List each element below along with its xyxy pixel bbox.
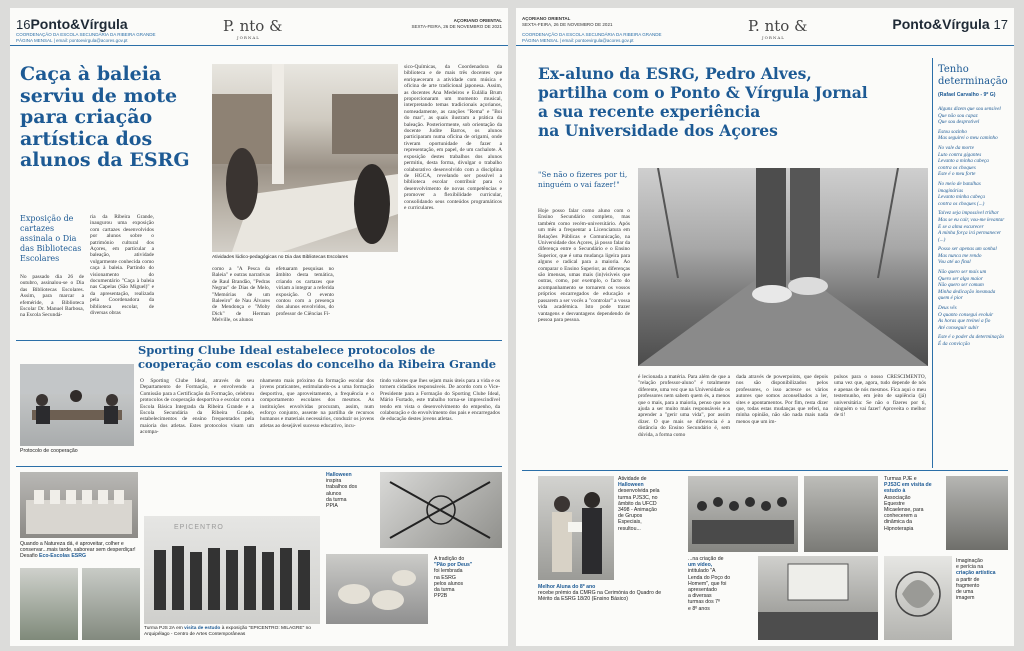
protocol-caption: Protocolo de cooperação	[20, 448, 78, 454]
headline-line: partilha com o Ponto & Vírgula Jornal	[538, 83, 868, 102]
halloween-art-photo	[380, 472, 502, 548]
video-screening-photo	[758, 556, 878, 640]
article-column: No passado dia 26 de outubro, assinalou-se o Dia das Bibliotecas Escolares. Assim, para marcar a efeméride, a Biblioteca Escolar Dr. Manuel Barbosa, na Escola Secundá-	[20, 274, 84, 319]
screening-drawing	[758, 556, 878, 640]
page-number: 16	[16, 17, 31, 32]
poem-line: A minha força irá permanecer	[938, 230, 1002, 237]
caption-line: trabalhos dos	[326, 484, 358, 491]
poem-line: Que sou desprotivel	[938, 119, 980, 126]
walking-feet-photo	[638, 168, 928, 366]
poem-line: Não quero ser comum	[938, 282, 984, 289]
headline-line: serviu de mote	[20, 84, 178, 107]
caption-line: alunos	[326, 490, 342, 497]
person-body	[552, 512, 572, 572]
student	[190, 552, 202, 610]
bread	[338, 584, 370, 604]
poem-line: Posso ser apenas um sonhal	[938, 246, 997, 253]
poem-line: Mas nunca me rendo	[938, 252, 982, 259]
bread	[372, 590, 404, 610]
audience	[758, 612, 878, 640]
poem-line: Levanto minha cabeça	[938, 194, 985, 201]
jar	[34, 490, 44, 504]
pull-quote: "Se não o fizeres por ti, ninguém o vai fazer!"	[538, 170, 628, 189]
caption-line: Hipnoterapia	[884, 525, 914, 532]
paper-date: SEXTA-FEIRA, 26 DE NOVEMBRO DE 2021	[411, 24, 502, 29]
visit-caption-c: à exposição "EPICENTRO: MILAGRE" no Arquipélago - Centro de Artes Contemporâneas	[144, 626, 311, 637]
tree	[658, 168, 678, 278]
person-head	[584, 492, 600, 508]
caption-line: Micaelense, para	[884, 507, 924, 514]
caption-line: Especiais,	[618, 519, 642, 526]
caption-line: conhecerem a	[884, 513, 917, 520]
leg	[756, 168, 786, 288]
shoe	[788, 277, 828, 295]
leg	[790, 168, 820, 280]
halloween-drawing	[380, 472, 502, 548]
best-student-bold: Melhor Aluna do 8º ano	[538, 584, 596, 590]
visit-caption	[144, 626, 320, 637]
headline-line: Ex-aluno da ESRG, Pedro Alves,	[538, 64, 812, 83]
person	[70, 390, 82, 402]
section-divider	[16, 466, 502, 467]
poem-line: Este é o poder da determinação	[938, 334, 1005, 341]
person	[226, 148, 258, 220]
jornal-logo	[748, 17, 807, 40]
coord-line: COORDENAÇÃO DA ESCOLA SECUNDÁRIA DA RIBEIRA GRANDE	[16, 32, 156, 37]
caption-line: 3498 - Animação	[618, 507, 657, 514]
caption-line: apresentado	[688, 587, 717, 594]
desks	[692, 520, 794, 544]
jar	[114, 490, 124, 504]
poem-line: E se a alma escurecer	[938, 223, 984, 230]
section-divider	[522, 470, 1008, 471]
students-drawing	[144, 516, 320, 624]
caption-line: inspira	[326, 478, 342, 485]
caption-line: turmas dos 7º	[688, 599, 720, 606]
poem-line: Talvez seja impossível trilhar	[938, 210, 999, 217]
person-body	[36, 406, 50, 424]
caption-line: resultou...	[618, 525, 641, 532]
bread-drawing	[326, 554, 428, 624]
bookshelf	[332, 94, 398, 154]
poem-line: Mas seguirei o meu caminho	[938, 135, 998, 142]
student-head	[729, 501, 739, 511]
jar	[50, 490, 60, 504]
caption-line: Equestre	[884, 500, 905, 507]
table	[26, 500, 132, 534]
student	[262, 552, 274, 610]
article-column: efetuaram pesquisas no âmbito desta temática, criando os cartazes que viriam a integrar a referida exposição. O evento contou com a presença dos alunos envolvidos, do professor de Ciências Fí-	[276, 266, 334, 317]
logo-text: P. nto &	[223, 17, 283, 35]
section-title: Ponto&Vírgula	[30, 16, 128, 32]
jar	[82, 490, 92, 504]
halloween-activity-caption	[618, 476, 684, 532]
eco-jars-photo	[20, 472, 138, 538]
section-divider	[16, 340, 502, 341]
halloween-caption	[326, 472, 376, 509]
jar	[98, 490, 108, 504]
eco-caption-bold: Eco-Escolas ESRG	[39, 553, 87, 560]
caption-line: Imaginação	[956, 558, 983, 564]
caption-line: foi lembrada	[434, 568, 463, 575]
sporting-column: nhamento mais próximo da formação escolar dos jovens praticantes, estimulando-os a uma formação desportiva, que aproveitamento, a frequência e o comportamento escolares dos mesmos. As instituições envolvidas procuram, assim, num esforço conjunto, assente na partilha de recursos humanos e materiais necessários, conduzir os jovens atletas ao desejável sucesso educativo, incu-	[260, 378, 374, 429]
student	[280, 548, 292, 610]
poem-line: O quanto consegui evoluir	[938, 311, 994, 318]
right-page-number-section	[892, 16, 1008, 32]
coordination-note	[16, 32, 156, 43]
page-number: 17	[993, 17, 1008, 32]
section-title: Ponto&Vírgula	[892, 16, 990, 32]
poem-line: No meio de batalhas	[938, 180, 981, 187]
caption-line: criação	[956, 570, 975, 577]
poem-body	[938, 106, 1012, 348]
paper-name: AÇORIANO ORIENTAL	[522, 16, 571, 21]
bread	[392, 570, 416, 586]
art-drawing	[884, 556, 952, 640]
classroom-drawing	[688, 476, 798, 552]
student-head	[777, 497, 787, 507]
caption-line: pelos alunos	[434, 580, 464, 587]
logo-sub: JORNAL	[237, 35, 260, 40]
caption-line: um vídeo,	[688, 562, 713, 569]
poem-line: Até conseguir subir	[938, 324, 979, 331]
caption-line: PP2B	[434, 593, 448, 600]
whaling-subhead: Exposição de cartazes assinala o Dia das Bibliotecas Escolares	[20, 214, 82, 263]
student	[226, 550, 238, 610]
paper-info	[522, 16, 612, 28]
caption-line: Halloween	[326, 472, 352, 478]
sporting-headline	[138, 344, 496, 371]
person-body	[104, 406, 118, 424]
student-head	[745, 497, 755, 507]
caption-line: turma PJS3C, no	[618, 494, 658, 501]
caption-line: na ESRG	[434, 574, 456, 581]
poem-line: Deus vês	[938, 305, 957, 312]
equestrian-visit-caption	[884, 476, 944, 532]
poem-line: Minha dedicação inesmada	[938, 288, 996, 295]
right-page-header	[516, 8, 1014, 46]
person-head	[554, 496, 570, 512]
headline-line: cooperação com escolas do concelho da Ribeira Grande	[138, 356, 497, 371]
poem-line: Este é o meu forte	[938, 171, 976, 178]
caption-line: ...na criação de	[688, 556, 724, 562]
shoe	[752, 285, 792, 303]
art-caption	[956, 558, 1010, 601]
alumni-column: dada através de powerpoints, que depois nos são disponibilizados pelos professores, o isso acresce os vários autores que somos aconselhados a ler, sites e apontamentos. Por fim, resta dizer que, todas estas mudanças que referi, na minha opinião, não são nada mais nada menos que um im-	[736, 374, 828, 425]
visit-caption-bold: visita de estudo	[184, 626, 221, 631]
left-page-header	[10, 8, 508, 46]
student	[154, 550, 166, 610]
sporting-column: O Sporting Clube Ideal, através do seu Departamento de Formação, e envolvendo a Comissão para a Certificação da Formação, celebrou protocolos de cooperação desportiva e escolar com a Escola Básica Integrada da Ribeira Grande e a Escola Secundária da Ribeira Grande, estabelecimentos de ensino frequentados pela maioria dos atletas. Estes protocolos visam um acompa-	[140, 378, 254, 436]
logo-text: P. nto &	[748, 17, 808, 35]
art-photo	[884, 556, 952, 640]
jar	[66, 490, 76, 504]
best-student-text: recebe prémio da CMRG na Cerimónia do Quadro de Mérito da ESRG 18/20 (Ensino Básico)	[538, 590, 662, 603]
award-drawing	[538, 476, 614, 580]
alumni-column: pulsos para o nosso CRESCIMENTO, uma vez que, agora, tudo depende de nós e apenas de nós mesmos. Fica aqui o meu testemunho, em jeito de sapiência (já) universitária: Se não o fizeres por ti, ninguém o vai fazer! Aproveita o melhor de ti!	[834, 374, 926, 419]
left-newspaper-page	[10, 8, 508, 646]
caption-line: e perícia na	[956, 564, 984, 571]
library-photo-drawing	[212, 64, 398, 252]
caption-line: da turma	[434, 587, 455, 594]
person	[354, 164, 390, 244]
student-head	[697, 501, 707, 511]
pao-por-deus-photo	[326, 554, 428, 624]
sporting-column: tindo valores que lhes sejam mais úteis para a vida e os tornem cidadãos responsáveis. De acordo com o Vice-Presidente para a Formação do Sporting Clube Ideal, Mário Furtado, este trabalho torna-se imprescindível tendo em vista o desenvolvimento do empenho, da colaboração e do envolvimento dos pais e encarregados de educação destes jovens atletas.	[380, 378, 500, 423]
poem-line: É da convicção	[938, 341, 970, 347]
caption-line: PPIA	[326, 503, 338, 510]
poem-line: Que não sou capaz	[938, 112, 978, 119]
jars-drawing	[20, 472, 138, 538]
headline-line: artística dos	[20, 127, 153, 150]
best-student-caption	[538, 584, 668, 603]
pillar	[272, 64, 284, 184]
group-visit-photo	[144, 516, 320, 624]
poem-line: Vou até ao final	[938, 259, 971, 266]
headline-line: alunos da ESRG	[20, 149, 190, 171]
drawing-shape	[902, 580, 934, 608]
poem-line: Estou sozinho	[938, 128, 967, 135]
student	[244, 546, 256, 610]
student	[208, 548, 220, 610]
poem-line: contra os choques	[938, 164, 976, 171]
poem-line: quem é pior	[938, 295, 963, 302]
caption-line: intitulado "A	[688, 568, 716, 575]
poem-line: Não quero ser mais um	[938, 269, 987, 276]
person	[106, 394, 118, 406]
poem-line: Quero ser algo maior	[938, 275, 983, 282]
caption-line: desenvolvida pela	[618, 488, 660, 495]
poem-line: contra os choques (...)	[938, 200, 985, 207]
coord-line: COORDENAÇÃO DA ESCOLA SECUNDÁRIA DA RIBEIRA GRANDE	[522, 32, 662, 37]
headline-line: para criação	[20, 106, 153, 128]
garden-photo-1	[20, 568, 78, 640]
classroom-group-photo	[688, 476, 798, 552]
student	[298, 550, 310, 610]
paper-info	[412, 18, 502, 30]
coord-line: PÁGINA MENSAL | email: pontoevirgula@acores.gov.pt	[16, 37, 128, 43]
poem-line: Luto contra gigantes	[938, 151, 982, 158]
coordination-note	[522, 32, 662, 43]
poem-line: No vale da morte	[938, 144, 974, 151]
caption-line: de estudo à	[884, 482, 932, 495]
caption-line: A tradição do	[434, 556, 465, 562]
caption-line: de uma	[956, 589, 974, 596]
headline-line: Caça à baleia	[20, 63, 162, 85]
pao-caption	[434, 556, 502, 599]
caption-line: Homem", que foi	[688, 580, 727, 587]
person	[36, 394, 48, 406]
caption-line: de Grupos	[618, 513, 643, 520]
video-caption	[688, 556, 754, 612]
paper-date: SEXTA-FEIRA, 26 DE NOVEMBRO DE 2021	[522, 22, 613, 27]
costume-photo	[804, 476, 878, 552]
student-head	[713, 497, 723, 507]
person-body	[582, 508, 602, 574]
caption-line: Atividade de	[618, 476, 647, 482]
left-page-number-section	[16, 16, 128, 32]
alumni-headline	[538, 64, 868, 140]
certificate	[568, 522, 582, 532]
caption-line: Lenda do Poço do	[688, 574, 731, 581]
article-column: ria da Ribeira Grande, inaugurou uma exposição com cartazes desenvolvidos por alunos sobre o património cultural dos Açores, em particular a baleação, atividade vulgarmente conhecida como caça à baleia. Partindo do visionamento do documentário "Caça à baleia nas Capelas (São Miguel)" e da apresentação, realizada pela Coordenadora da biblioteca escolar, de diversas obras	[90, 214, 154, 317]
protocol-photo	[20, 364, 134, 446]
visit-caption-a: Turma PJS 2A em	[144, 626, 183, 631]
protocol-photo-drawing	[20, 364, 134, 446]
caption-line: âmbito da UFCD	[618, 500, 657, 507]
headline-line: na Universidade dos Açores	[538, 121, 778, 140]
alumni-column: é lecionada a matéria. Para além de que a "relação professor-aluno" é totalmente diferente, uma vez que na Universidade os professores nem sabem quem és, a menos que o mais, para a maioria, penso que nos ajuda a ser muito mais responsáveis e a aprender a "gerir uma vida", por assim dizer. O que mais se diferencia é a distância do Ensino Secundário é, sem dúvida, a forma como	[638, 374, 730, 438]
student	[172, 546, 184, 610]
garden-photo-2	[82, 568, 140, 640]
right-newspaper-page	[516, 8, 1014, 646]
alumni-column: Hoje posso falar como aluno com o Ensino Secundário completo, mas também como recém-universitário. Após um mês a frequentar a Licenciatura em Relações Públicas e Comunicação, na Universidade dos Açores, já posso falar da diferença entre o Secundário e o Ensino Superior, que é uma mudança ligeira para alguns e radical para a maioria. Ao comparar o Ensino Superior, as diferenças são imensas, umas mais (in)visíveis que outras, como, por exemplo, o facto do acompanhamento se tornarem os vossos próprios encarregados de educação e passarem a ser vocês a "controlar" a vossa vida académica. Isto pode trazer vantagens e desvantagens dependendo de pessoa para pessoa.	[538, 208, 630, 323]
caption-line: e 8º anos	[688, 605, 710, 612]
caption-line: "Pão por Deus"	[434, 562, 473, 569]
caption-line: Associação	[884, 494, 911, 501]
caption-line: fragmento	[956, 582, 980, 589]
column-divider	[932, 58, 933, 468]
coord-line: PÁGINA MENSAL | email: pontoevirgula@acores.gov.pt	[522, 37, 634, 43]
caption-line: da turma	[326, 496, 347, 503]
poem-line: (...)	[938, 236, 946, 243]
tree	[878, 168, 898, 278]
award-ceremony-photo	[538, 476, 614, 580]
caption-line: Turmas PJE e	[884, 476, 917, 482]
horse-visit-photo	[946, 476, 1008, 550]
caption-line: a diversas	[688, 593, 712, 600]
logo-sub: JORNAL	[762, 35, 785, 40]
headline-line: a sua recente experiência	[538, 102, 761, 121]
poem-line: Mas se eu cair, vou-me levantar	[938, 216, 1005, 223]
poem-line: imaginárias	[938, 187, 964, 194]
caption-line: dinâmica da	[884, 519, 912, 526]
whaling-headline	[20, 64, 190, 172]
caption-line: imagem	[956, 595, 975, 602]
paper-name: AÇORIANO ORIENTAL	[453, 18, 502, 23]
feet-drawing	[638, 168, 928, 366]
caption-line: PJS3C em visita	[884, 482, 925, 489]
epicentro-banner: EPICENTRO	[174, 524, 224, 531]
jornal-logo	[223, 17, 282, 40]
library-photo-caption: Atividades lúdico-pedagógicas no Dia das Bibliotecas Escolares	[212, 255, 348, 260]
caption-line: a partir de	[956, 576, 980, 583]
student-head	[761, 501, 771, 511]
poem-line: Alguns dizem que sou sensível	[938, 106, 1001, 112]
article-column: sico-Químicas, da Coordenadora da biblioteca e de mais três docentes que enriqueceram a atividade com música e oficina de arte tradicional japonesa. Assim, as docentes Ana Medeiros e Eulália Brum proporcionaram um momento musical, interpretando temas tradicionais açorianos, nomeadamente, as canções "Rema" e "Boi do mar", as quais ilustram a prática da baleação. Posteriormente, sob orientação da docente Judite Barros, os alunos participaram numa oficina de origami, onde tiveram oportunidade de fazer a representação, em papel, de um cachalote. A exposição destes trabalhos dos alunos permitiu, desta forma, divulgar o trabalho colaborativo desenvolvido com a disciplina de HGCA, revelando ser possível a biblioteca escolar contribuir para o desenvolvimento de novas competências e promover a flexibilidade curricular, consolidando seus conteúdos programáticos e curriculares.	[404, 64, 502, 211]
poem-line: Levanto a minha cabeça	[938, 158, 989, 165]
headline-line: Sporting Clube Ideal estabelece protocolos de	[138, 343, 436, 357]
poem-title: Tenho determinação	[938, 64, 1008, 87]
projection-screen	[788, 564, 848, 600]
caption-line: artística	[975, 570, 996, 577]
article-column: como a "A Pesca da Baleia" e outras narrativas de Raul Brandão, "Pedras Negras" de Dias de Melo, "Memórias de um Baleeiro" de Nau Álvares de Mendonça e "Moby Dick" de Herman Melville, os alunos	[212, 266, 270, 324]
eco-caption-text: Quando a Natureza dá, é aproveitar, colher e conservar...mais tarde, saborear sem desperdiçar! Desafio	[20, 541, 136, 560]
caption-line: Halloween	[618, 482, 644, 489]
poem-line: As horas que treinei a fio	[938, 318, 991, 325]
library-photo	[212, 64, 398, 252]
wall	[20, 364, 134, 394]
eco-caption	[20, 541, 140, 560]
poem-author: (Rafael Carvalho - 9º G)	[938, 92, 996, 98]
